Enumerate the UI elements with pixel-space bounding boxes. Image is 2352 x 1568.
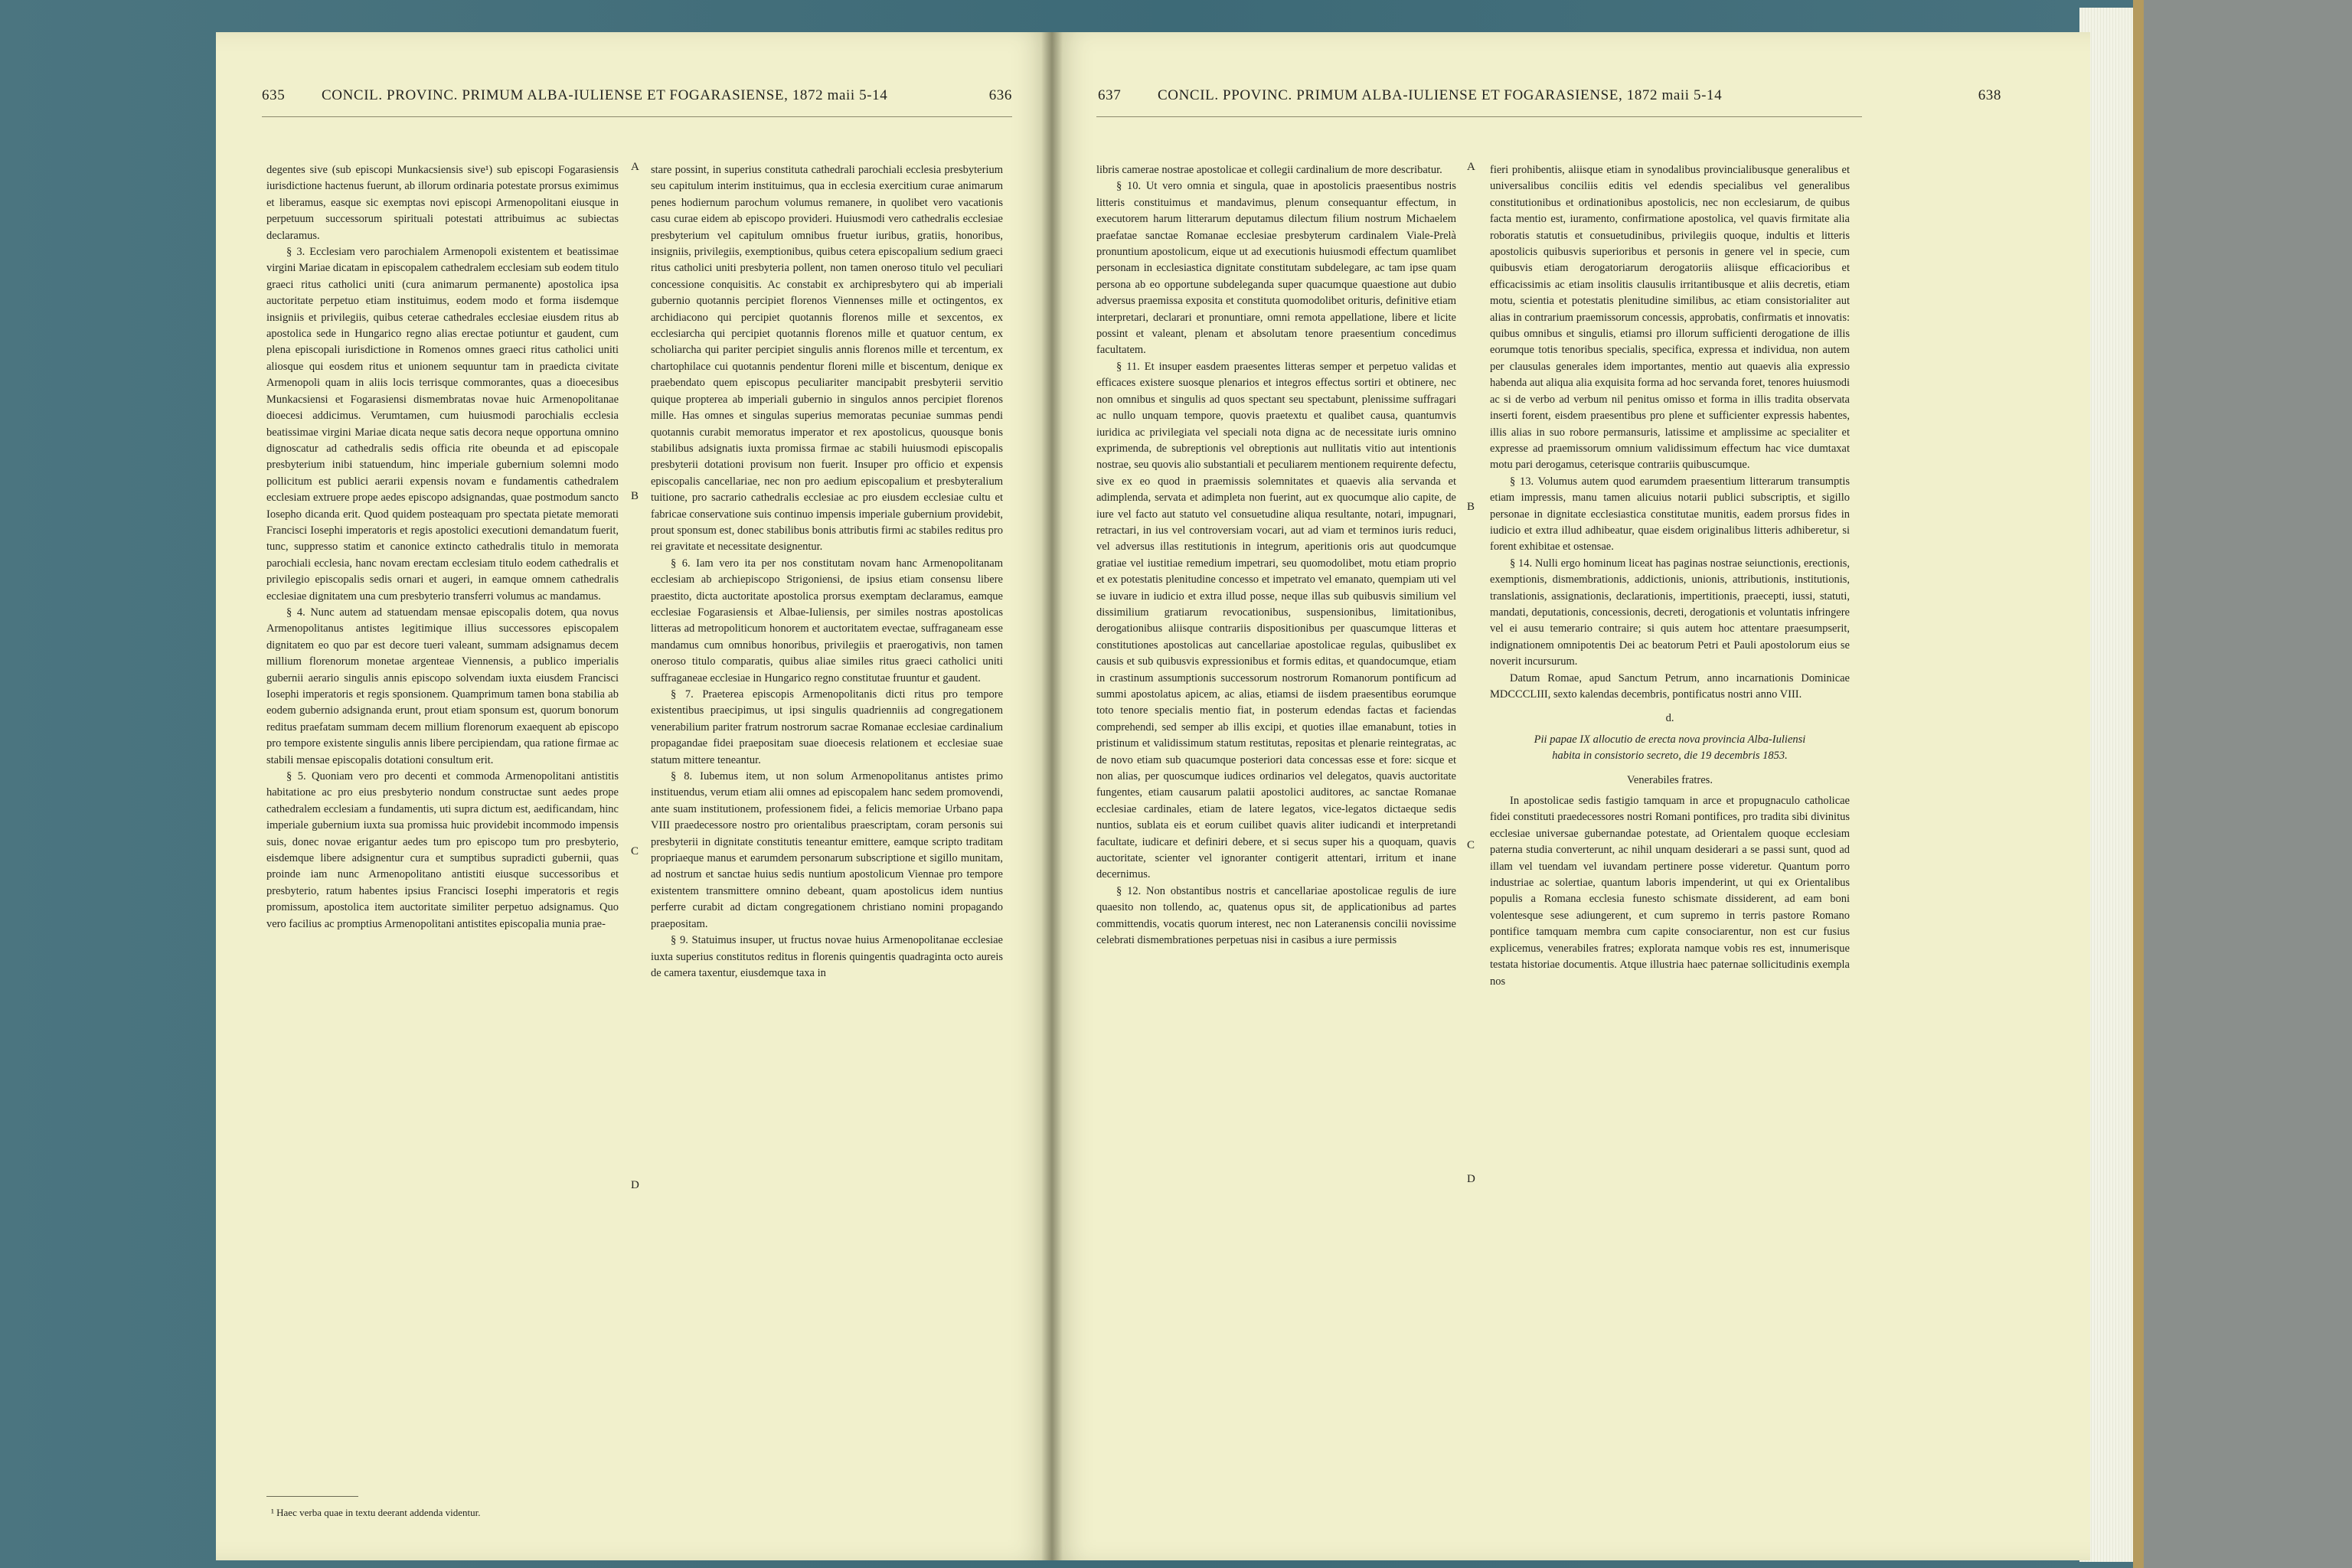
left-head-rule <box>262 116 1012 117</box>
paragraph: § 14. Nulli ergo hominum liceat has paginas nostrae seiunctionis, erectionis, exemptionis, dismembrationis, addictionis, unionis, attributionis, institutionis, translationis, assignationis, declarationis, impertitionis, praecepti, iussi, statuti, mandati, deputationis, concessionis, decreti, derogationis et voluntatis infringere vel ei ausu temerario contraire; si quis autem hoc attentare praesumpserit, indignationem omnipotentis Dei ac beatorum Petri et Pauli apostolorum eius se noverit incursurum. <box>1490 557 1850 668</box>
right-page-number-638: 638 <box>1978 87 2001 103</box>
paragraph: § 11. Et insuper easdem praesentes litteras semper et perpetuo validas et efficaces existere suosque plenarios et integros effectus sortiri et obtinere, nec non omnibus et singulis ad quos spectant seu spectabunt, plenissime suffragari ac nullo unquam tempore, quovis praetextu et qualibet causa, quantumvis iuridica ac privilegiata vel speciali nota digna ac de necessitate iuris omnino exprimenda, de subreptionis vel obreptionis aut nullitatis vitio aut intentionis nostrae, seu quovis alio substantiali et peculiarem mentionem requirente defectu, sive ex eo quod in praemissis solemnitates et quaevis alia servanda et adimplenda, servata et adimpleta non fuerint, aut ex quocumque alio capite, de iure vel facto aut statuto vel consuetudine aliqua resultante, notari, impugnari, retractari, in ius vel controversiam vocari, aut ad viam et terminos iuris reduci, vel adversus illas restitutionis in integrum, aperitionis oris aut quodcumque gratiae vel iustitiae remedium impetrari, seu quomodolibet, motu etiam proprio et ex potestatis plenitudine concesso et impetrato vel emanato, quempiam uti vel se iuvare in iudicio et extra illud posse, neque illas sub quibusvis similium vel dissimilium gratiarum revocationibus, suspensionibus, limitationibus, derogationibus aliisque contrariis dispositionibus per quascumque litteras et constitutiones apostolicas aut cancellariae apostolicae regulas, quibuslibet ex causis et sub quibusvis expressionibus et formis editas, et quandocumque, etiam in crastinum assumptionis successorum nostrorum Romanorum pontificum ad summi apostolatus apicem, ac alias, etiamsi de iisdem praesentibus eorumque toto tenore specialis mentio fiat, in posterum edendas factas et faciendas comprehendi, sed semper ab illis excipi, et quoties illae emanabunt, toties in pristinum et validissimum statum restitutas, repositas et plenarie reintegratas, ac de novo etiam sub quacumque posteriori data concessas esse et fore: sicque et non alias, per quoscumque iudices ordinarios vel delegatos, quavis auctoritate fungentes, etiam causarum palatii apostolici auditores, ac sanctae Romanae ecclesiae cardinales, etiam de latere legatos, vice-legatos dictaeque sedis nuntios, sublata eis et eorum cuilibet quavis aliter iudicandi et interpretandi facultate, iudicare et definiri debere, et si secus super his a quoquam, quavis auctoritate, scienter vel ignoranter contigerit attentari, irritum et inane decernimus. <box>1096 360 1456 881</box>
paragraph: § 7. Praeterea episcopis Armenopolitanis dicti ritus pro tempore existentibus praecipimus, ut ipsi singulis quadrienniis ad congregationem venerabilium pariter fratrum nostrorum sacrae Romanae ecclesiae cardinalium propagandae fidei praepositam suae dioecesis relationem et ecclesiae suae statum mittere teneantur. <box>651 688 1003 766</box>
paragraph: § 12. Non obstantibus nostris et cancellariae apostolicae regulis de iure quaesito non tollendo, ac, quatenus opus sit, de applicationibus ad partes committendis, vocatis quorum interest, nec non Lateranensis concilii novissime celebrati dismembrationes perpetuas nisi in casibus a iure permissis <box>1096 884 1456 947</box>
paragraph: § 9. Statuimus insuper, ut fructus novae huius Armenopolitanae ecclesiae iuxta superius constitutos reditus in florenis quingentis quadraginta octo aureis de camera taxentur, eiusdemque taxa in <box>651 934 1003 979</box>
paragraph: § 3. Ecclesiam vero parochialem Armenopoli existentem et beatissimae virgini Mariae dicatam in episcopalem cathedralem ecclesiam sub eodem titulo graeci ritus catholici uniti (cura animarum permanente) apostolica ipsa auctoritate perpetuo etiam instituimus, eodem modo et forma iisdemque insigniis et privilegiis, quibus ceterae cathedrales ecclesiae eiusdem ritus ab apostolica sede in Hungarico regno alias erectae potiuntur et gaudent, cum plena episcopali iurisdictione in Romenos omnes graeci ritus catholici uniti aliosque qui eosdem ritus et unionem sequuntur tam in praedicta civitate Armenopoli quam in aliis locis terrisque commorantes, quas a dioecesibus Munkacsiensi et Fogarasiensi dismembratas novae huic Armenopolitanae dioecesi addicimus. Verumtamen, cum huiusmodi parochialis ecclesia beatissimae virgini Mariae dicata neque satis decora neque opportuna omnino dignoscatur ad cathedralis sedis officia rite obeunda et ad episcopale presbyterium inibi statuendum, hinc imperiale gubernium solemni modo pollicitum est publici aerarii expensis novam e fundamentis cathedralem ecclesiam extruere prope aedes episcopo adsignandas, quae postmodum sancto Iosepho dicanda erit. Quod quidem posteaquam pro spectata pietate memorati Francisci Iosephi imperatoris et regis apostolici executioni demandatum fuerit, tunc, suppresso statim et canonice extincto cathedralis titulo in memorata parochiali ecclesia, hanc novam erectam ecclesiam titulo eodem cathedralis et privilegio episcopalis sedis ornari et augeri, in eamque omnem cathedralis ecclesiae dignitatem una cum presbyterio transferri volumus ac mandamus. <box>266 246 619 603</box>
right-head-rule <box>1096 116 1862 117</box>
paragraph: § 4. Nunc autem ad statuendam mensae episcopalis dotem, qua novus Armenopolitanus antistes legitimique illius successores episcopalem dignitatem eo quo par est decore tueri valeant, summam adsignamus decem millium florenorum monetae argenteae Viennensis, a publico imperialis gubernii aerario singulis annis episcopo solvendam iuxta eiusdem Francisci Iosephi imperatoris et regis sponsionem. Quamprimum tamen bona stabilia ab eodem gubernio adsignanda erunt, prout etiam sponsum est, quorum bonorum reditus praefatam summam decem millium florenorum exaequent ab episcopo pro tempore existente singulis annis libere percipiendam, qua ratione firmae ac stabili mensae episcopalis dotationi consultum erit. <box>266 606 619 766</box>
margin-marker-a: A <box>631 161 639 173</box>
right-column-2 <box>1490 162 1850 990</box>
book-cover-board <box>2138 0 2352 1568</box>
section-letter: d. <box>1665 712 1674 725</box>
margin-marker-d: D <box>1467 1173 1475 1185</box>
book-cover-edge <box>2133 0 2144 1568</box>
paragraph: stare possint, in superius constituta cathedrali parochiali ecclesia presbyterium seu capitulum interim instituimus, qua in ecclesia exercitium curae animarum penes hodiernum parochum volumus remanere, in quolibet vero vacationis casu curae eidem ab episcopo provideri. Huiusmodi vero cathedralis ecclesiae presbyterium vel capitulum omnibus fruetur iuribus, gratiis, honoribus, insigniis, privilegiis, exemptionibus, quibus cetera episcopalium sedium graeci ritus catholici uniti presbyteria pollent, non tamen oneroso titulo vel peculiari concessione conquisitis. Ac constabit ex archipresbytero qui ab imperiali gubernio quotannis percipiet florenos Viennenses mille et octingentos, ex archidiacono qui percipiet quotannis florenos mille et sexcentos, ex ecclesiarcha qui percipiet quotannis florenos mille et quatuor centum, ex scholiarcha qui pariter percipiet singulis annis florenos mille et tercentum, ex chartophilace cui quotannis pendentur floreni mille et biscentum, denique ex praebendato quem episcopus peculiariter mancipabit presbyterii servitio quique propterea ab imperiali gubernio in singulos annos percipiet florenos mille. Has omnes et singulas superius memoratas pecuniae summas pendi quotannis curabit memoratus imperator et rex apostolicus, quousque bonis stabilibus adsignatis iuxta promissa firmae ac stabili huiusmodi episcopalis presbyterii dotationi provisum non fuerit. Insuper pro officio et expensis episcopalis cancellariae, nec non pro aedium episcopalium et presbyteralium tuitione, pro sacrario cathedralis ecclesiae ac pro eiusdem ecclesiae cultu et fabricae conservatione suis continuo impensis imperiale gubernium providebit, prout sponsum est, donec stabilibus bonis attributis firmi ac stabiles reditus pro rei gravitate et necessitate designentur. <box>651 164 1003 554</box>
book-gutter <box>1041 32 1063 1560</box>
paragraph: § 10. Ut vero omnia et singula, quae in apostolicis praesentibus nostris litteris constituimus et mandavimus, plenum consequantur effectum, in executorem harum litterarum deputamus dilectum filium nostrum Michaelem praefatae sanctae Romanae ecclesiae presbyterum cardinalem Viale-Prelà pronuntium apostolicum, eique ut ad executionis huiusmodi effectum quamlibet personam in ecclesiastica dignitate constitutam subdelegare, ac tam ipse quam persona ab eo opportune subdeleganda super quacumque quaestione aut dubio adversus praemissa exposita et constituta quomodolibet orituris, definitive etiam interpretari, declarari et pronuntiare, omni remota appellatione, libere et licite possint et valeant, plenam et absolutam tenore praesentium concedimus facultatem. <box>1096 180 1456 357</box>
margin-marker-d: D <box>631 1179 639 1191</box>
paragraph: fieri prohibentis, aliisque etiam in synodalibus provincialibusque generalibus et universalibus conciliis editis vel edendis specialibus vel generalibus constitutionibus et ordinationibus apostolicis, nec non ecclesiarum, de quibus facta mentio est, iuramento, confirmatione apostolica, vel quavis firmitate alia roboratis statutis et consuetudinibus, privilegiis quoque, indultis et litteris apostolicis quibusvis superioribus et personis in genere vel in specie, cum quibusvis etiam derogatoriarum derogatoriis aliisque efficacioribus et efficacissimis ac etiam insolitis clausulis irritantibusque et aliis decretis, etiam motu, scientia et potestatis plenitudine similibus, ac etiam consistorialiter aut alias in contrarium praemissorum concessis, approbatis, confirmatis et innovatis: quibus omnibus et singulis, etiamsi pro illorum sufficienti derogatione de illis eorumque totis tenoribus specialis, specifica, expressa et individua, non autem per clausulas generales idem importantes, mentio aut quaevis alia expressio habenda aut aliqua alia exquisita forma ad hoc servanda foret, tenores huiusmodi ac si de verbo ad verbum nil penitus omisso et forma in illis tradita observata inserti forent, eisdem praesentibus pro plene et sufficienter expressis habentes, illis alias in suo robore permansuris, latissime et amplissime ac specialiter et expresse ad praemissorum omnium validissimum effectum hac vice dumtaxat motu pari derogamus, ceterisque contrariis quibuscumque. <box>1490 164 1850 472</box>
margin-marker-b: B <box>1467 501 1475 513</box>
right-running-head <box>1098 87 2001 104</box>
right-page <box>1052 32 2090 1560</box>
left-column-1 <box>266 162 619 933</box>
paragraph: § 13. Volumus autem quod earumdem praesentium litterarum transumptis etiam impressis, manu tamen alicuius notarii publici subscriptis, et sigillo personae in dignitate ecclesiastica constitutae munitis, eadem prorsus fides in iudicio et extra illud adhibeatur, quae eisdem originalibus litteris adhiberetur, si forent exhibitae et ostensae. <box>1490 475 1850 554</box>
paragraph: § 6. Iam vero ita per nos constitutam novam hanc Armenopolitanam ecclesiam ab archiepiscopo Strigoniensi, de ipsius etiam consensu libere praestito, dicta auctoritate apostolica prorsus exemptam declaramus, eamque ecclesiae Fogarasiensis et Albae-Iuliensis, per similes nostras apostolicas litteras ad metropoliticum honorem et auctoritatem evectae, suffraganeam esse mandamus cum omnibus honoribus, privilegiis et praerogativis, non tamen oneroso titulo comparatis, quibus aliae similes ritus graeci catholici uniti suffraganeae ecclesiae in Hungarico regno constitutae fruuntur et gaudent. <box>651 557 1003 684</box>
left-page <box>216 32 1052 1560</box>
section-title: Pii papae IX allocutio de erecta nova provincia Alba-Iuliensi habita in consistorio secreto, die 19 decembris 1853. <box>1534 733 1806 763</box>
left-page-number-635: 635 <box>262 87 286 103</box>
margin-marker-c: C <box>631 845 639 858</box>
footnote: ¹ Haec verba quae in textu deerant addenda videntur. <box>271 1507 481 1518</box>
left-column-2 <box>651 162 1003 982</box>
right-running-title: CONCIL. PPOVINC. PRIMUM ALBA-IULIENSE ET FOGARASIENSE, 1872 maii 5-14 <box>1158 87 1723 103</box>
footnote-rule <box>266 1496 358 1497</box>
paragraph: § 8. Iubemus item, ut non solum Armenopolitanus antistes primo instituendus, verum etiam alii omnes ad episcopalem hanc sedem promovendi, ante suam institutionem, professionem fidei, a felicis memoriae Urbano papa VIII praedecessore nostro pro orientalibus praescriptam, coram personis sui presbyterii in dignitate constitutis teneantur emittere, eamque scripto traditam propriaeque manus et earumdem personarum subscriptione et sigillo munitam, ad nostrum et sanctae huius sedis nuntium apostolicum Viennae pro tempore existentem transmittere omnino debeant, quam apostolicus idem nuntius perferre curabit ad dictam congregationem christiano nomini propagando praepositam. <box>651 770 1003 930</box>
left-running-head <box>262 87 1012 104</box>
left-page-number-636: 636 <box>988 87 1012 103</box>
left-running-title: CONCIL. PROVINC. PRIMUM ALBA-IULIENSE ET FOGARASIENSE, 1872 maii 5-14 <box>322 87 888 103</box>
margin-marker-c: C <box>1467 839 1475 851</box>
margin-marker-b: B <box>631 490 639 502</box>
paragraph: § 5. Quoniam vero pro decenti et commoda Armenopolitani antistitis habitatione ac pro eius presbyterio nondum constructae sunt aedes prope cathedralem ecclesiam a fundamentis, uti supra dictum est, aedificandam, hinc imperiale gubernium iuxta sua promissa huic providebit incommodo impensis suis, donec novae erigantur aedes tum pro episcopo tum pro presbyterio, eisdemque libere adsignentur cura et sumptibus supradicti gubernii, quas proinde iam nunc Armenopolitano antistiti eiusque successoribus et presbyterio, ratum habentes ipsius Francisci Iosephi imperatoris et regis promissum, apostolica item auctoritate similiter perpetuo adsignamus. Quo vero facilius ac promptius Armenopolitani antistites episcopalia munia prae- <box>266 770 619 930</box>
paragraph: In apostolicae sedis fastigio tamquam in arce et propugnaculo catholicae fidei constituti praedecessores nostri Romani pontifices, pro tradita sibi divinitus ecclesiae universae gubernandae potestate, ad Orientalem quoque ecclesiam paterna studia converterunt, ac nihil unquam desiderari a se passi sunt, quod ad illam vel tuendam vel iuvandam pertinere posse videretur. Quantum porro industriae ac solertiae, quantum laboris impenderint, ut qui ex Orientalibus populis a Romana ecclesia funesto schismate dissiderent, ad eam boni volentesque sese adiungerent, et cum supremo in terris pastore Romano pontifice tamquam membra cum capite consociarentur, non est cur fusius explicemus, venerabiles fratres; explorata namque vobis res est, innumerisque testata historiae documentis. Atque illustria haec paternae sollicitudinis exempla nos <box>1490 795 1850 988</box>
right-page-number-637: 637 <box>1098 87 1122 103</box>
paragraph: Datum Romae, apud Sanctum Petrum, anno incarnationis Dominicae MDCCCLIII, sexto kalendas decembris, pontificatus nostri anno VIII. <box>1490 671 1850 701</box>
paragraph: degentes sive (sub episcopi Munkacsiensis sive¹) sub episcopi Fogarasiensis iurisdictione hactenus fuerunt, ab illorum ordinaria potestate prorsus eximimus et liberamus, easque sic exemptas novi episcopi Armenopolitani eiusque in perpetuum successorum spirituali potestati attribuimus ac subiectas declaramus. <box>266 164 619 242</box>
salutation: Venerabiles fratres. <box>1627 773 1713 786</box>
margin-marker-a: A <box>1467 161 1475 173</box>
paragraph: libris camerae nostrae apostolicae et collegii cardinalium de more describatur. <box>1096 164 1442 176</box>
right-column-1 <box>1096 162 1456 949</box>
